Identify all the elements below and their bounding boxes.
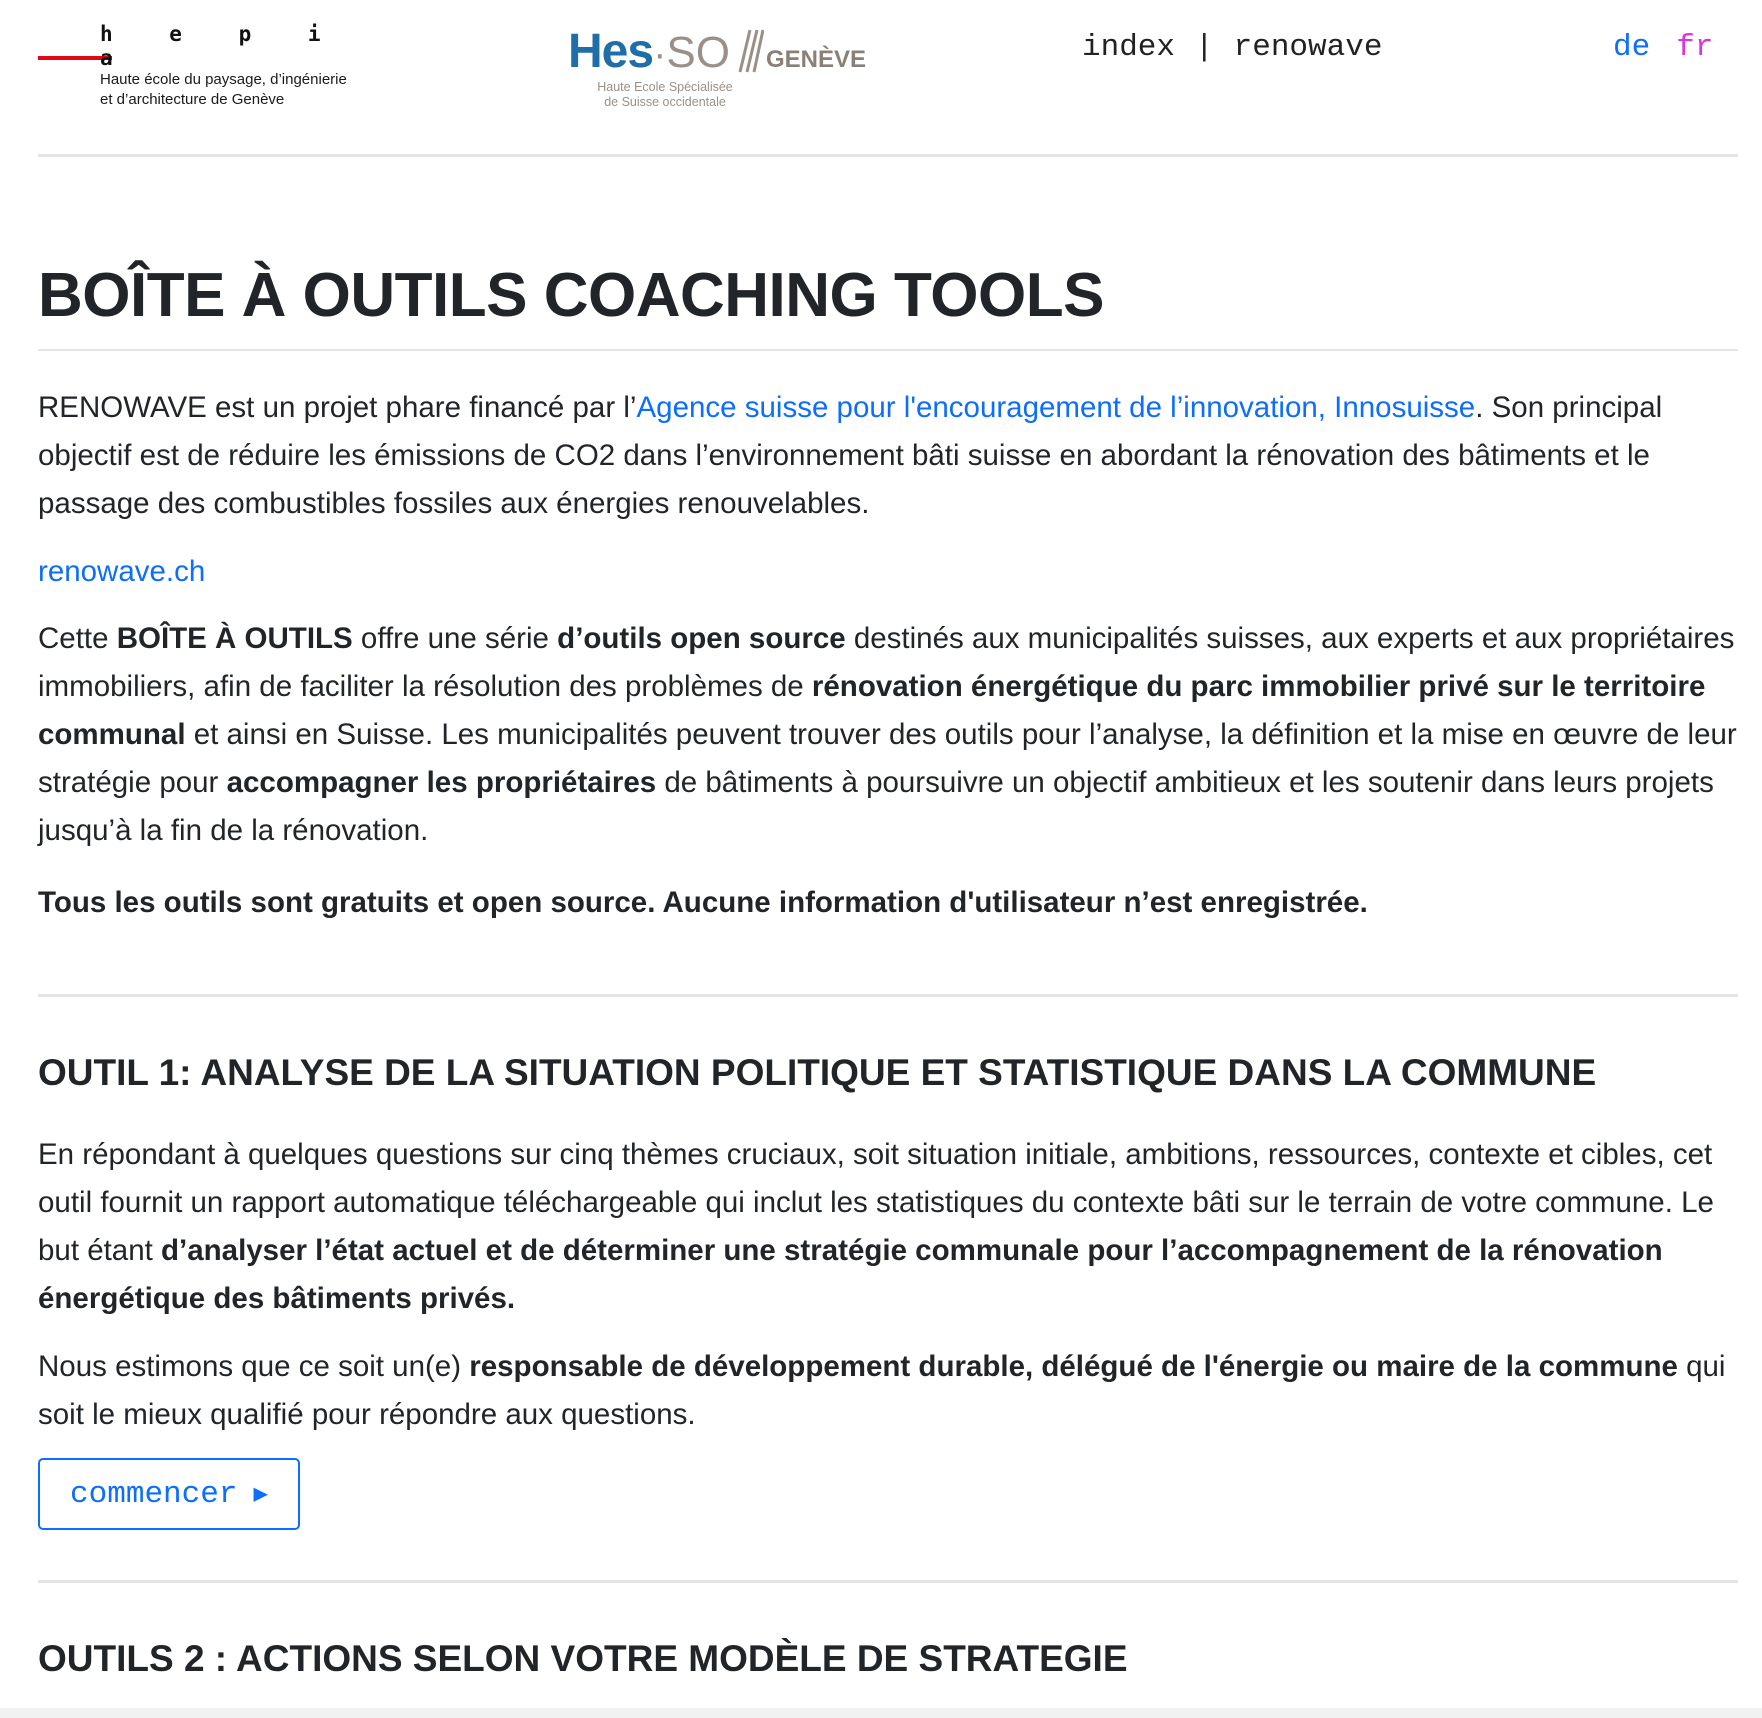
title-divider xyxy=(38,349,1738,351)
intro-text-after: . Son principal objectif est de réduire les émissions de CO2 dans l’environnement bâti suisse en abordant la rénovation des bâtiments et le passage des combustibles fossiles aux énergies renouvelables. xyxy=(38,391,1663,520)
toolbox-text-4: et ainsi en Suisse. Les municipalités peuvent trouver des outils pour l’analyse, la définition et la mise en œuvre de leur stratégie pour xyxy=(38,718,1737,799)
section-divider-1 xyxy=(38,994,1738,997)
hes-so-logo[interactable] xyxy=(568,24,888,114)
toolbox-bold-4: accompagner les propriétaires xyxy=(226,766,657,799)
toolbox-bold-2: d’outils open source xyxy=(557,622,846,655)
lang-de-link[interactable]: de xyxy=(1613,30,1651,65)
nav-index-link[interactable]: index xyxy=(1082,30,1176,65)
hes-subtitle-line-2: de Suisse occidentale xyxy=(604,95,726,109)
renowave-website-link[interactable]: renowave.ch xyxy=(38,555,206,588)
main-nav xyxy=(1082,30,1382,65)
commencer-label: commencer xyxy=(70,1476,238,1512)
hepia-subtitle xyxy=(100,70,390,110)
tool1-description xyxy=(38,1131,1738,1323)
header-divider xyxy=(38,154,1738,157)
innosuisse-link[interactable]: Agence suisse pour l'encouragement de l’innovation, Innosuisse xyxy=(636,391,1476,424)
bottom-scroll-edge xyxy=(0,1708,1762,1718)
tool1-heading: OUTIL 1: ANALYSE DE LA SITUATION POLITIQUE ET STATISTIQUE DANS LA COMMUNE xyxy=(38,1052,1597,1093)
play-arrow-icon: ▶ xyxy=(253,1482,268,1509)
hes-slashes-icon xyxy=(730,26,764,74)
toolbox-bold-3: rénovation énergétique du parc immobilier privé sur le territoire communal xyxy=(38,670,1706,751)
hes-brand: Hes xyxy=(568,25,654,78)
tool1-audience xyxy=(38,1343,1738,1439)
section-divider-2 xyxy=(38,1580,1738,1583)
tool1-audience-text-2: qui soit le mieux qualifié pour répondre aux questions. xyxy=(38,1350,1726,1431)
hes-so-subtitle xyxy=(590,80,740,110)
hes-so: SO xyxy=(666,28,730,77)
language-switcher xyxy=(1613,30,1713,65)
free-notice: Tous les outils sont gratuits et open source. Aucune information d'utilisateur n’est enregistrée. xyxy=(38,886,1368,919)
hepia-subtitle-line-2: et d’architecture de Genève xyxy=(100,91,285,108)
tool1-audience-text-1: Nous estimons que ce soit un(e) xyxy=(38,1350,470,1383)
page-title: BOÎTE À OUTILS COACHING TOOLS xyxy=(38,261,1104,330)
toolbox-text-2: offre une série xyxy=(352,622,558,655)
page-container xyxy=(38,0,1738,1679)
hes-subtitle-line-1: Haute Ecole Spécialisée xyxy=(597,80,733,94)
hes-so-wordmark xyxy=(568,24,866,79)
toolbox-paragraph xyxy=(38,615,1738,855)
tool1-desc-bold: d’analyser l’état actuel et de déterminer une stratégie communale pour l’accompagnement de la rénovation énergétique des bâtiments privés. xyxy=(38,1234,1663,1315)
hes-geneve: GENÈVE xyxy=(765,46,866,73)
lang-fr-link[interactable]: fr xyxy=(1676,30,1714,65)
commencer-button[interactable] xyxy=(38,1458,300,1530)
hepia-subtitle-line-1: Haute école du paysage, d’ingénierie xyxy=(100,71,347,88)
hepia-wordmark: h e p i a xyxy=(100,22,343,70)
tool2-heading: OUTILS 2 : ACTIONS SELON VOTRE MODÈLE DE STRATEGIE xyxy=(38,1638,1128,1679)
toolbox-text-3: destinés aux municipalités suisses, aux experts et aux propriétaires immobiliers, afin de faciliter la résolution des problèmes de xyxy=(38,622,1735,703)
intro-text-before: RENOWAVE est un projet phare financé par l’ xyxy=(38,391,637,424)
website-paragraph xyxy=(38,548,1738,596)
site-header xyxy=(38,0,1738,155)
tool1-audience-bold: responsable de développement durable, délégué de l'énergie ou maire de la commune xyxy=(469,1350,1678,1383)
intro-paragraph xyxy=(38,384,1738,528)
toolbox-bold-1: BOÎTE À OUTILS xyxy=(116,622,353,655)
nav-renowave-link[interactable]: renowave xyxy=(1233,30,1383,65)
toolbox-text-5: de bâtiments à poursuivre un objectif ambitieux et les soutenir dans leurs projets jusqu’à la fin de la rénovation. xyxy=(38,766,1714,847)
nav-separator: | xyxy=(1195,30,1214,65)
tool1-desc-text: En répondant à quelques questions sur cinq thèmes cruciaux, soit situation initiale, ambitions, ressources, contexte et cibles, cet outil fournit un rapport automatique téléchargeable qui inclut les statistiques du contexte bâti sur le terrain de votre commune. Le but étant xyxy=(38,1138,1714,1267)
toolbox-text-1: Cette xyxy=(38,622,117,655)
hes-dot: · xyxy=(653,32,667,76)
hepia-logo[interactable] xyxy=(38,22,368,117)
